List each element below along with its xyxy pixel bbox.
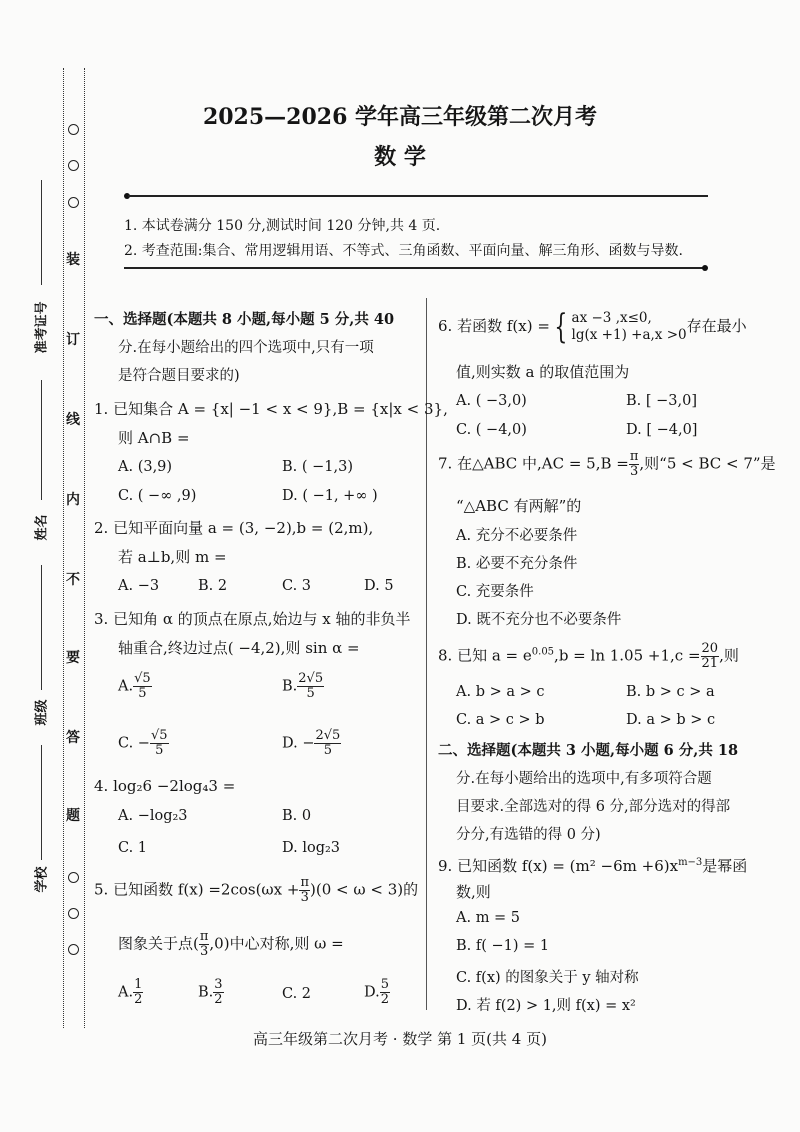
q7-option-c[interactable]: C. 充要条件 — [456, 584, 534, 600]
section1-heading: 一、选择题(本题共 8 小题,每小题 5 分,共 40 — [94, 311, 395, 328]
q2-option-c[interactable]: C. 3 — [282, 578, 312, 594]
q2-option-a[interactable]: A. −3 — [118, 578, 160, 594]
q3-stem: 3. 已知角 α 的顶点在原点,始边与 x 轴的非负半 — [94, 610, 411, 628]
q6-option-a[interactable]: A. ( −3,0) — [456, 393, 527, 409]
q9-stem: 9. 已知函数 $f(x) = (m^2 -6m +6)x^{m-3}$是幂函 — [438, 857, 748, 875]
q6-option-b[interactable]: B. [ −3,0] — [626, 393, 698, 409]
q4-option-c[interactable]: C. 1 — [118, 840, 148, 856]
binding-hole-circle — [68, 872, 79, 883]
q3-option-d[interactable]: D. − $\frac{2√5}{5}$ — [282, 728, 341, 758]
q5-stem: 5. 已知函数 f(x) =2cos(ωx + $\frac{\pi}{3}$ )(0 < ω < 3)的 — [94, 875, 419, 905]
exam-id-label: 准考证号 — [34, 301, 50, 354]
q3-option-a[interactable]: A. $\frac{√5}{5}$ — [118, 671, 151, 701]
q5-option-c[interactable]: C. 2 — [282, 986, 312, 1002]
exam-id-blank[interactable] — [41, 180, 42, 285]
class-blank[interactable] — [41, 565, 42, 690]
q2-stem: 2. 已知平面向量 a = (3, −2),b = (2,m), — [94, 519, 374, 537]
rule-dot — [702, 265, 708, 271]
q8-option-c[interactable]: C. a > c > b — [456, 712, 545, 728]
q9-option-a[interactable]: A. m = 5 — [456, 910, 521, 926]
section1-line2: 分.在每小题给出的四个选项中,只有一项 — [118, 340, 374, 356]
q8-option-a[interactable]: A. b > a > c — [456, 684, 545, 700]
q6-stem: 6. 若函数 f(x) = { ax −3 ,x≤0, lg(x +1) +a,x >0存在最小 — [438, 307, 747, 347]
q6-option-c[interactable]: C. ( −4,0) — [456, 422, 527, 438]
q2-stem-2: 若 a⊥b,则 m = — [118, 548, 227, 566]
q3-stem-2: 轴重合,终边过点( −4,2),则 sin α = — [118, 639, 360, 657]
q7-option-a[interactable]: A. 充分不必要条件 — [456, 528, 578, 544]
binding-char: 不 — [66, 572, 80, 588]
q1-option-b[interactable]: B. ( −1,3) — [282, 459, 354, 475]
subject-title: 数 学 — [374, 144, 426, 170]
q5-option-d[interactable]: D. $\frac{5}{2}$ — [364, 977, 389, 1007]
q9-option-b[interactable]: B. f( −1) = 1 — [456, 938, 550, 954]
binding-char: 要 — [66, 650, 80, 666]
binding-char: 答 — [66, 730, 80, 746]
binding-char: 内 — [66, 492, 80, 508]
section2-line4: 分分,有选错的得 0 分) — [456, 827, 601, 843]
binding-hole-circle — [68, 908, 79, 919]
binding-dotted-line — [63, 68, 64, 1028]
q5-option-a[interactable]: A. $\frac{1}{2}$ — [118, 977, 143, 1007]
note-1: 1. 本试卷满分 150 分,测试时间 120 分钟,共 4 页. — [124, 218, 441, 234]
note-2: 2. 考查范围:集合、常用逻辑用语、不等式、三角函数、平面向量、解三角形、函数与导数. — [124, 243, 683, 259]
binding-char: 装 — [66, 252, 80, 268]
q1-stem-2: 则 A∩B = — [118, 429, 190, 447]
q5-stem-2: 图象关于点( $\frac{\pi}{3}$ ,0)中心对称,则 ω = — [118, 929, 344, 959]
page-footer: 高三年级第二次月考 · 数学 第 1 页(共 4 页) — [253, 1030, 547, 1048]
name-label: 姓名 — [34, 514, 50, 541]
q4-option-b[interactable]: B. 0 — [282, 808, 312, 824]
q6-stem-2: 值,则实数 a 的取值范围为 — [456, 363, 630, 381]
q1-option-a[interactable]: A. (3,9) — [118, 459, 173, 475]
binding-dotted-line-inner — [84, 68, 85, 1028]
name-blank[interactable] — [41, 380, 42, 500]
binding-hole-circle — [68, 944, 79, 955]
q5-option-b[interactable]: B. $\frac{3}{2}$ — [198, 977, 223, 1007]
q2-option-d[interactable]: D. 5 — [364, 578, 394, 594]
binding-char: 题 — [66, 808, 80, 824]
q9-option-c[interactable]: C. f(x) 的图象关于 y 轴对称 — [456, 970, 639, 986]
q4-option-d[interactable]: D. log₂3 — [282, 840, 341, 856]
bottom-rule — [124, 267, 704, 269]
q1-option-c[interactable]: C. ( −∞ ,9) — [118, 488, 197, 504]
q9-option-d[interactable]: D. 若 f(2) > 1,则 f(x) = x² — [456, 998, 636, 1014]
binding-char: 订 — [66, 332, 80, 348]
binding-hole-circle — [68, 197, 79, 208]
section2-heading: 二、选择题(本题共 3 小题,每小题 6 分,共 18 — [438, 742, 739, 759]
class-label: 班级 — [34, 699, 50, 726]
q4-option-a[interactable]: A. −log₂3 — [118, 808, 188, 824]
q6-option-d[interactable]: D. [ −4,0] — [626, 422, 698, 438]
q8-option-b[interactable]: B. b > c > a — [626, 684, 715, 700]
section2-line3: 目要求.全部选对的得 6 分,部分选对的得部 — [456, 799, 731, 815]
q9-stem-2: 数,则 — [456, 883, 491, 901]
section1-line3: 是符合题目要求的) — [118, 368, 240, 384]
q8-stem: 8. 已知 $a = e^{0.05},b = \ln 1.05 +1,c$ = $\frac{20}{21}$ ,则 — [438, 641, 739, 671]
section2-line2: 分.在每小题给出的选项中,有多项符合题 — [456, 771, 712, 787]
q7-stem-2: “△ABC 有两解”的 — [456, 497, 582, 515]
q4-stem: 4. log₂6 −2log₄3 = — [94, 777, 236, 795]
exam-title: 2025—2026 学年高三年级第二次月考 — [202, 104, 598, 130]
q8-option-d[interactable]: D. a > b > c — [626, 712, 716, 728]
q2-option-b[interactable]: B. 2 — [198, 578, 228, 594]
q7-option-b[interactable]: B. 必要不充分条件 — [456, 556, 578, 572]
q3-option-b[interactable]: B. $\frac{2√5}{5}$ — [282, 671, 324, 701]
school-blank[interactable] — [41, 745, 42, 860]
q7-option-d[interactable]: D. 既不充分也不必要条件 — [456, 612, 622, 628]
school-label: 学校 — [34, 866, 50, 893]
binding-char: 线 — [66, 412, 80, 428]
q1-stem: 1. 已知集合 A = {x| −1 < x < 9},B = {x|x < 3}, — [94, 400, 448, 418]
q7-stem: 7. 在△ABC 中,AC = 5,B = $\frac{\pi}{3}$ ,则“5 < BC < 7”是 — [438, 449, 776, 479]
top-rule — [128, 195, 708, 197]
q1-option-d[interactable]: D. ( −1, +∞ ) — [282, 488, 378, 504]
q3-option-c[interactable]: C. − $\frac{√5}{5}$ — [118, 728, 168, 758]
